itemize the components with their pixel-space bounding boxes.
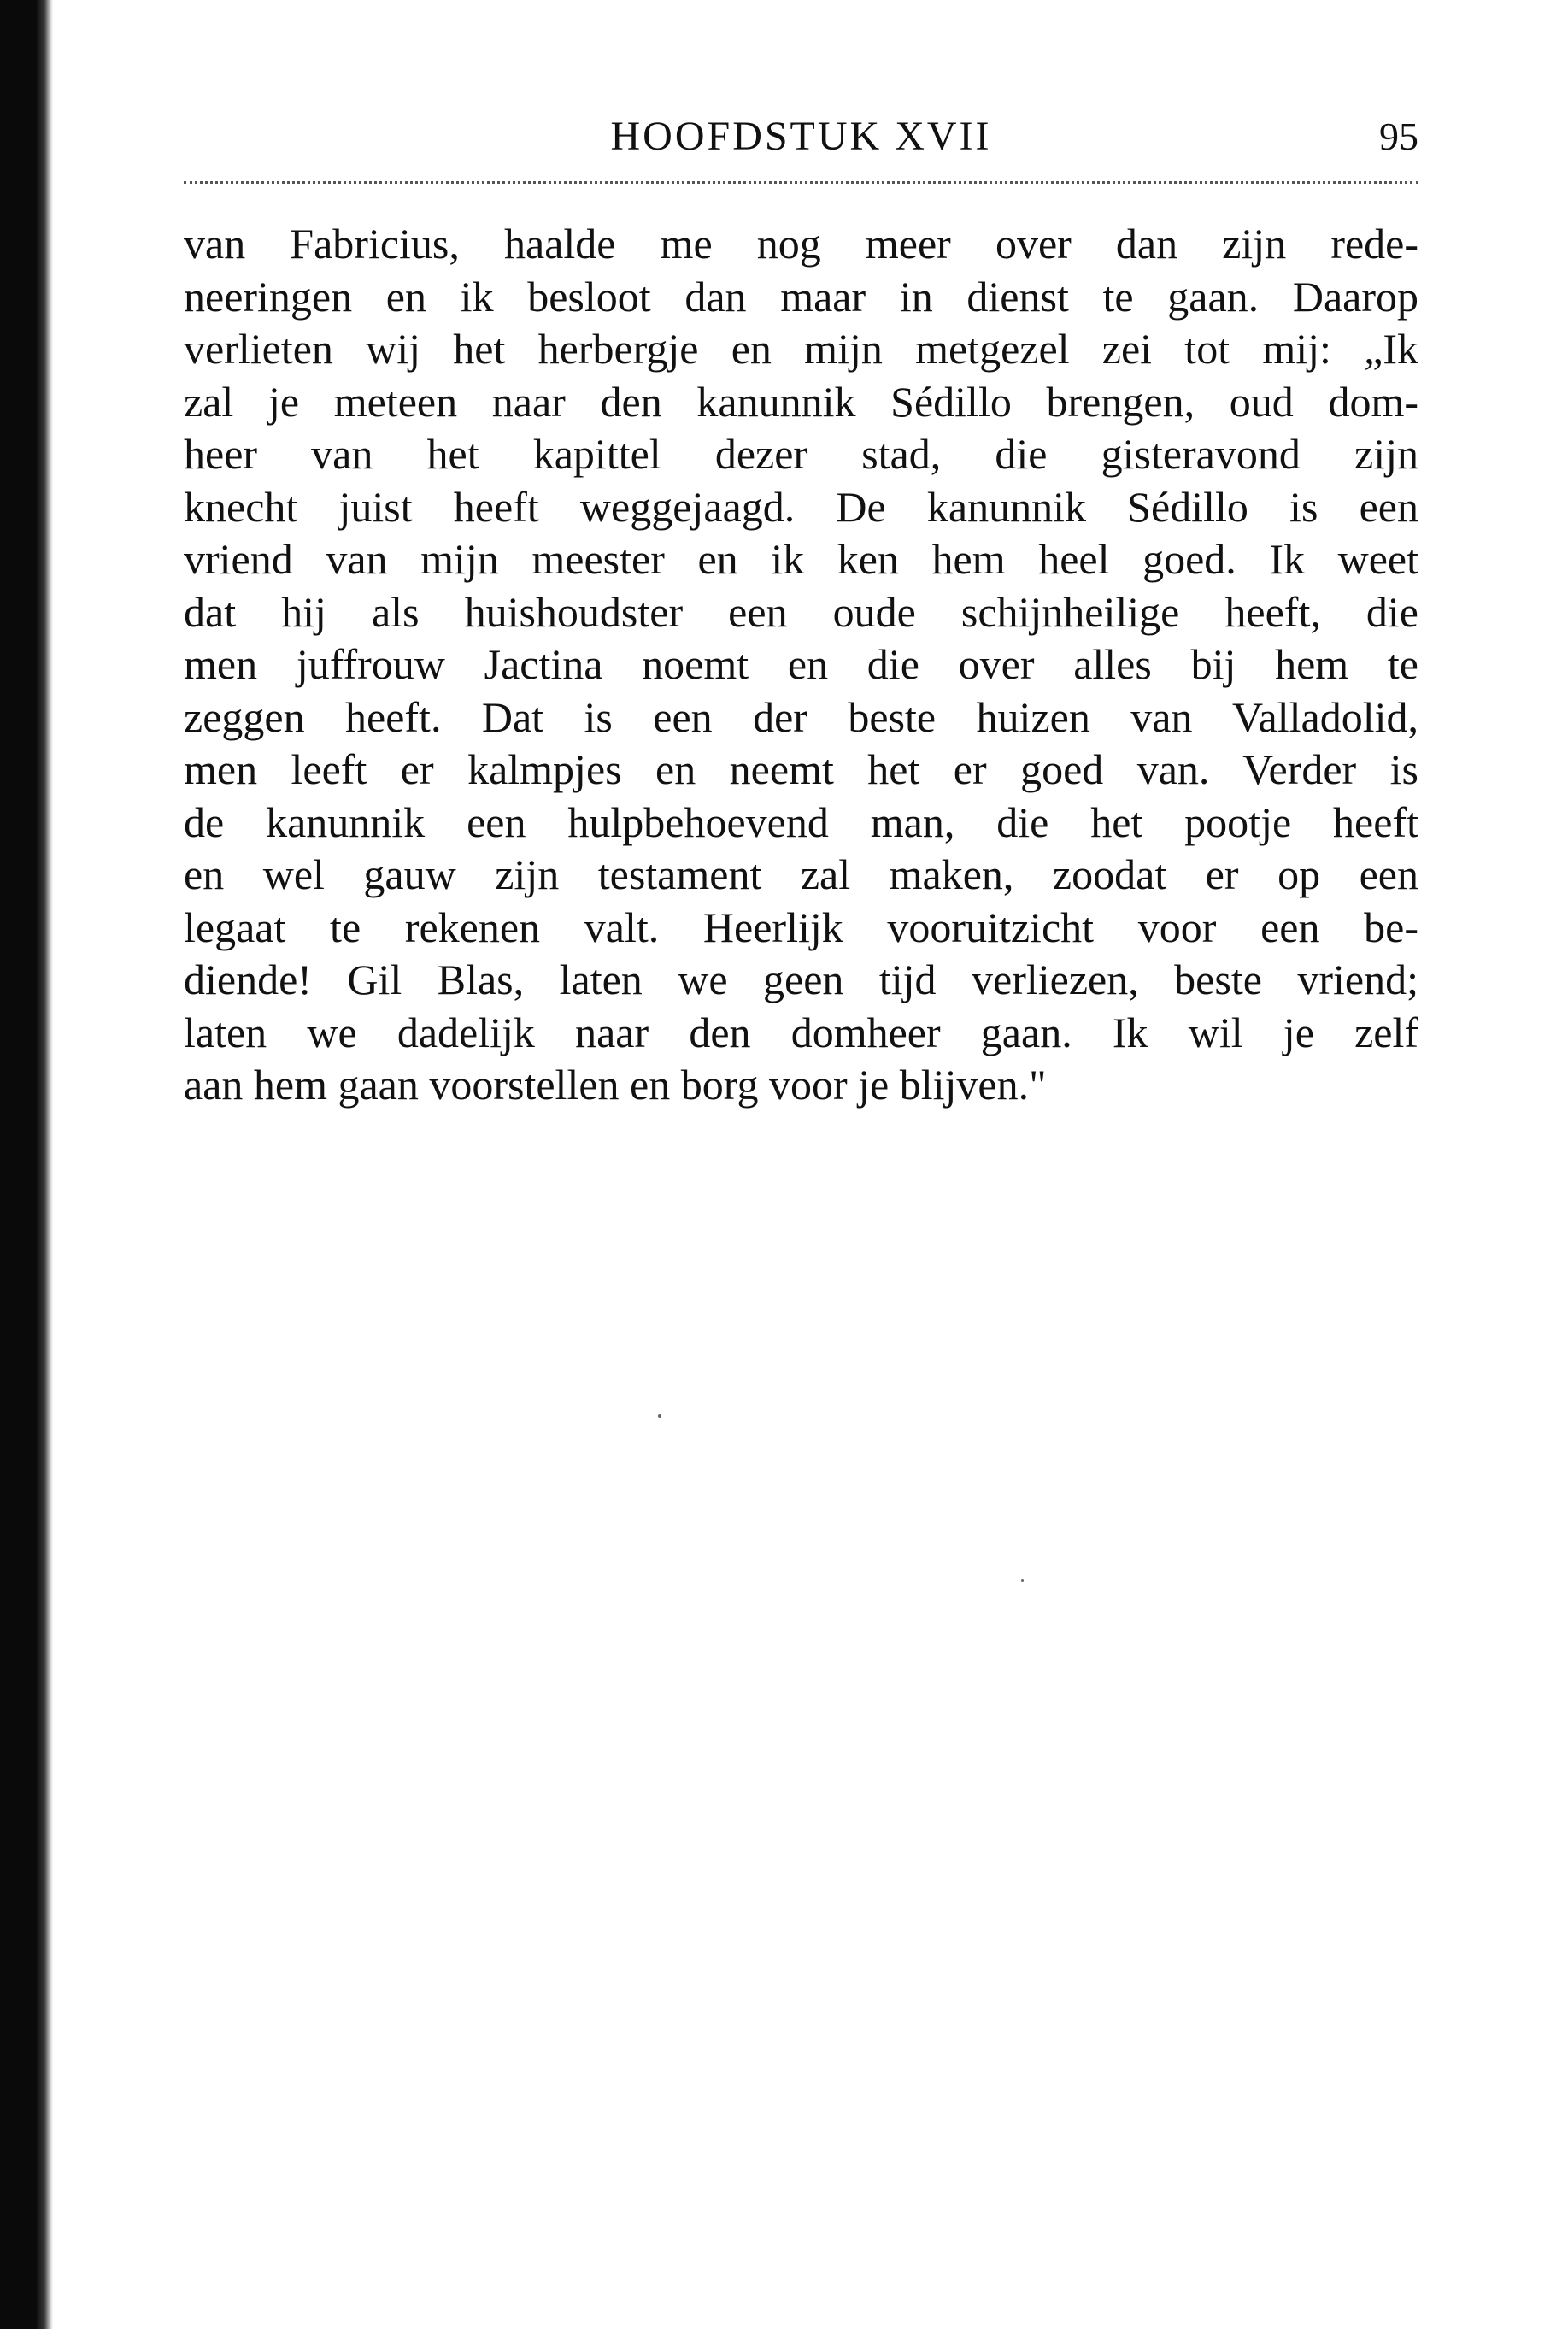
- text-line: men leeft er kalmpjes en neemt het er goed van. Verder is: [184, 745, 1418, 793]
- text-line: en wel gauw zijn testament zal maken, zoodat er op een: [184, 850, 1418, 898]
- header-dotted-rule: [184, 181, 1418, 184]
- text-line: verlieten wij het herbergje en mijn metgezel zei tot mij: „Ik: [184, 325, 1418, 373]
- text-line: van Fabricius, haalde me nog meer over dan zijn rede-: [184, 220, 1418, 268]
- text-line: diende! Gil Blas, laten we geen tijd verliezen, beste vriend;: [184, 956, 1418, 1003]
- text-line: de kanunnik een hulpbehoevend man, die het pootje heeft: [184, 797, 1418, 846]
- text-line: heer van het kapittel dezer stad, die gisteravond zijn: [184, 430, 1418, 478]
- scan-speck: [1021, 1579, 1024, 1582]
- chapter-heading: HOOFDSTUK XVII: [610, 114, 992, 159]
- body-text: [184, 218, 1418, 1112]
- text-line-last: aan hem gaan voorstellen en borg voor je blijven.": [184, 1061, 1047, 1109]
- text-line: laten we dadelijk naar den domheer gaan. Ik wil je zelf: [184, 1008, 1418, 1056]
- text-line: zal je meteen naar den kanunnik Sédillo brengen, oud dom-: [184, 377, 1418, 426]
- text-line: dat hij als huishoudster een oude schijnheilige heeft, die: [184, 587, 1418, 636]
- text-line: men juffrouw Jactina noemt en die over alles bij hem te: [184, 640, 1418, 688]
- text-line: legaat te rekenen valt. Heerlijk vooruitzicht voor een be-: [184, 903, 1418, 951]
- scan-speck: [658, 1414, 661, 1418]
- scan-binding-edge: [0, 0, 53, 2329]
- text-line: vriend van mijn meester en ik ken hem heel goed. Ik weet: [184, 535, 1418, 583]
- page-number: 95: [1379, 115, 1418, 158]
- text-line: knecht juist heeft weggejaagd. De kanunnik Sédillo is een: [184, 482, 1418, 531]
- text-line: neeringen en ik besloot dan maar in dienst te gaan. Daarop: [184, 272, 1418, 321]
- running-head: [184, 107, 1418, 167]
- text-line: zeggen heeft. Dat is een der beste huizen van Valladolid,: [184, 692, 1418, 741]
